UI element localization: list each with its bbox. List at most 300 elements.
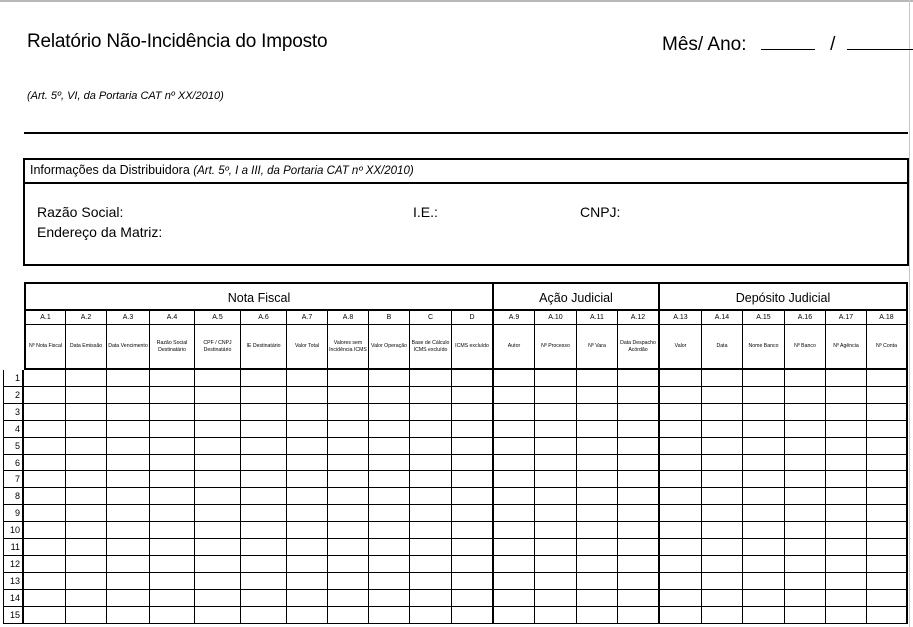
table-cell xyxy=(577,539,618,556)
column-label: Razão Social Destinatário xyxy=(150,325,195,370)
table-cell xyxy=(195,505,241,522)
table-cell xyxy=(410,387,452,404)
column-label: Valor xyxy=(660,325,702,370)
row-number: 15 xyxy=(3,607,24,624)
table-cell xyxy=(577,488,618,505)
table-cell xyxy=(410,488,452,505)
table-cell xyxy=(785,556,826,573)
table-cell xyxy=(24,522,66,539)
table-cell xyxy=(577,421,618,438)
table-cell xyxy=(494,455,535,471)
table-cell xyxy=(241,471,287,488)
table-cell xyxy=(577,556,618,573)
table-cell xyxy=(743,522,785,539)
column-label: IE Destinatário xyxy=(241,325,287,370)
table-cell xyxy=(66,607,107,624)
table-cell xyxy=(618,556,660,573)
table-cell xyxy=(24,488,66,505)
table-cell xyxy=(107,438,150,455)
table-cell xyxy=(410,421,452,438)
table-cell xyxy=(328,387,369,404)
column-code: A.3 xyxy=(107,311,150,325)
row-number: 4 xyxy=(3,421,24,438)
table-cell xyxy=(241,387,287,404)
table-cell xyxy=(785,522,826,539)
table-cell xyxy=(66,404,107,421)
table-cell xyxy=(410,590,452,607)
table-cell xyxy=(195,387,241,404)
row-number: 13 xyxy=(3,573,24,590)
table-cell xyxy=(195,455,241,471)
column-code: A.12 xyxy=(618,311,660,325)
row-number: 10 xyxy=(3,522,24,539)
table-cell xyxy=(826,505,867,522)
table-cell xyxy=(241,505,287,522)
table-cell xyxy=(150,488,195,505)
table-cell xyxy=(826,573,867,590)
table-cell xyxy=(410,471,452,488)
table-cell xyxy=(452,505,494,522)
table-cell xyxy=(107,590,150,607)
table-cell xyxy=(24,607,66,624)
table-cell xyxy=(107,505,150,522)
table-cell xyxy=(867,607,908,624)
table-cell xyxy=(535,573,577,590)
table-cell xyxy=(702,455,743,471)
table-cell xyxy=(150,421,195,438)
table-cell xyxy=(826,471,867,488)
table-cell xyxy=(535,471,577,488)
table-cell xyxy=(743,590,785,607)
column-label: Data Despacho Acórdão xyxy=(618,325,660,370)
table-cell xyxy=(785,455,826,471)
table-cell xyxy=(452,556,494,573)
table-cell xyxy=(452,438,494,455)
table-cell xyxy=(535,556,577,573)
distribuidora-note: (Art. 5º, I a III, da Portaria CAT nº XX/2010) xyxy=(193,165,414,177)
table-cell xyxy=(24,539,66,556)
group-header-3: Depósito Judicial xyxy=(660,282,908,311)
table-cell xyxy=(785,370,826,387)
table-cell xyxy=(494,488,535,505)
table-cell xyxy=(785,438,826,455)
table-cell xyxy=(410,455,452,471)
table-cell xyxy=(369,573,410,590)
table-cell xyxy=(660,505,702,522)
table-cell xyxy=(24,438,66,455)
table-cell xyxy=(826,522,867,539)
distribuidora-title: Informações da Distribuidora xyxy=(30,163,190,177)
table-cell xyxy=(328,404,369,421)
table-cell xyxy=(107,573,150,590)
table-cell xyxy=(660,404,702,421)
table-cell xyxy=(660,370,702,387)
table-cell xyxy=(410,404,452,421)
column-code: A.5 xyxy=(195,311,241,325)
razao-social-label: Razão Social: xyxy=(37,204,124,220)
table-cell xyxy=(410,505,452,522)
table-cell xyxy=(328,455,369,471)
table-cell xyxy=(66,573,107,590)
table-cell xyxy=(107,370,150,387)
table-cell xyxy=(743,573,785,590)
table-cell xyxy=(328,505,369,522)
column-code: A.13 xyxy=(660,311,702,325)
column-label: Nome Banco xyxy=(743,325,785,370)
column-label: Data Vencimento xyxy=(107,325,150,370)
table-cell xyxy=(743,488,785,505)
column-label: Valor Total xyxy=(287,325,328,370)
table-cell xyxy=(577,505,618,522)
table-cell xyxy=(494,539,535,556)
column-code: A.9 xyxy=(494,311,535,325)
table-cell xyxy=(328,573,369,590)
cnpj-label: CNPJ: xyxy=(580,204,621,220)
table-cell xyxy=(660,471,702,488)
column-label: Nº Conta xyxy=(867,325,908,370)
column-code: B xyxy=(369,311,410,325)
row-number: 2 xyxy=(3,387,24,404)
table-cell xyxy=(369,607,410,624)
table-cell xyxy=(785,471,826,488)
table-cell xyxy=(494,387,535,404)
table-cell xyxy=(826,387,867,404)
table-cell xyxy=(660,590,702,607)
table-cell xyxy=(107,607,150,624)
column-label: Data Emissão xyxy=(66,325,107,370)
column-code: A.7 xyxy=(287,311,328,325)
table-cell xyxy=(287,607,328,624)
table-cell xyxy=(195,370,241,387)
table-cell xyxy=(618,438,660,455)
table-cell xyxy=(24,455,66,471)
table-cell xyxy=(410,522,452,539)
table-cell xyxy=(660,488,702,505)
table-cell xyxy=(577,522,618,539)
table-cell xyxy=(369,471,410,488)
table-cell xyxy=(195,471,241,488)
table-cell xyxy=(241,522,287,539)
table-cell xyxy=(577,438,618,455)
table-cell xyxy=(785,404,826,421)
table-cell xyxy=(150,505,195,522)
table-cell xyxy=(452,522,494,539)
table-cell xyxy=(535,488,577,505)
table-cell xyxy=(702,573,743,590)
table-cell xyxy=(66,590,107,607)
table-cell xyxy=(618,370,660,387)
table-cell xyxy=(867,539,908,556)
table-cell xyxy=(369,505,410,522)
table-cell xyxy=(287,556,328,573)
table-cell xyxy=(577,573,618,590)
table-cell xyxy=(535,607,577,624)
column-label: Autor xyxy=(494,325,535,370)
table-cell xyxy=(24,590,66,607)
table-cell xyxy=(867,455,908,471)
column-label: Data xyxy=(702,325,743,370)
table-cell xyxy=(287,455,328,471)
table-cell xyxy=(577,607,618,624)
table-cell xyxy=(535,505,577,522)
row-number: 9 xyxy=(3,505,24,522)
table-cell xyxy=(107,539,150,556)
table-cell xyxy=(369,387,410,404)
table-cell xyxy=(24,404,66,421)
table-cell xyxy=(702,438,743,455)
table-cell xyxy=(195,522,241,539)
column-label: Base de Cálculo ICMS excluído xyxy=(410,325,452,370)
table-cell xyxy=(535,522,577,539)
table-cell xyxy=(287,387,328,404)
table-cell xyxy=(867,488,908,505)
table-cell xyxy=(24,573,66,590)
row-number: 6 xyxy=(3,455,24,471)
column-label: ICMS excluído xyxy=(452,325,494,370)
table-cell xyxy=(535,539,577,556)
table-cell xyxy=(287,438,328,455)
column-code: A.6 xyxy=(241,311,287,325)
table-cell xyxy=(702,421,743,438)
column-code: A.4 xyxy=(150,311,195,325)
column-code: A.1 xyxy=(24,311,66,325)
table-cell xyxy=(660,421,702,438)
table-cell xyxy=(369,556,410,573)
table-cell xyxy=(702,404,743,421)
table-cell xyxy=(241,590,287,607)
row-number: 12 xyxy=(3,556,24,573)
table-cell xyxy=(369,455,410,471)
table-cell xyxy=(494,522,535,539)
table-cell xyxy=(195,590,241,607)
column-label: Valores sem Incidência ICMS xyxy=(328,325,369,370)
table-cell xyxy=(195,421,241,438)
date-separator: / xyxy=(830,34,836,55)
table-cell xyxy=(287,522,328,539)
table-cell xyxy=(107,421,150,438)
table-cell xyxy=(150,539,195,556)
table-cell xyxy=(452,590,494,607)
table-cell xyxy=(826,370,867,387)
table-cell xyxy=(494,573,535,590)
table-cell xyxy=(24,505,66,522)
column-label: Nº Agência xyxy=(826,325,867,370)
table-cell xyxy=(328,607,369,624)
table-cell xyxy=(369,370,410,387)
column-label: Valor Operação xyxy=(369,325,410,370)
column-code: A.8 xyxy=(328,311,369,325)
table-cell xyxy=(535,421,577,438)
table-cell xyxy=(618,539,660,556)
table-cell xyxy=(618,421,660,438)
table-cell xyxy=(241,438,287,455)
table-cell xyxy=(618,455,660,471)
table-cell xyxy=(660,607,702,624)
table-cell xyxy=(535,370,577,387)
table-cell xyxy=(618,471,660,488)
table-cell xyxy=(743,455,785,471)
table-cell xyxy=(195,438,241,455)
table-cell xyxy=(241,421,287,438)
column-code: A.14 xyxy=(702,311,743,325)
table-cell xyxy=(452,421,494,438)
table-cell xyxy=(328,590,369,607)
table-cell xyxy=(702,607,743,624)
table-cell xyxy=(369,539,410,556)
table-cell xyxy=(577,404,618,421)
column-label: Nº Banco xyxy=(785,325,826,370)
table-cell xyxy=(328,488,369,505)
table-cell xyxy=(494,607,535,624)
table-cell xyxy=(66,387,107,404)
table-cell xyxy=(241,455,287,471)
table-cell xyxy=(195,404,241,421)
table-cell xyxy=(24,471,66,488)
table-cell xyxy=(577,455,618,471)
table-cell xyxy=(195,573,241,590)
table-cell xyxy=(241,607,287,624)
table-cell xyxy=(535,590,577,607)
table-cell xyxy=(785,387,826,404)
column-label: CPF / CNPJ Destinatário xyxy=(195,325,241,370)
table-cell xyxy=(150,607,195,624)
table-cell xyxy=(410,573,452,590)
table-cell xyxy=(743,421,785,438)
table-cell xyxy=(66,522,107,539)
table-cell xyxy=(577,370,618,387)
table-cell xyxy=(107,455,150,471)
report-subtitle: (Art. 5º, VI, da Portaria CAT nº XX/2010) xyxy=(27,90,224,102)
table-cell xyxy=(452,404,494,421)
table-cell xyxy=(494,556,535,573)
table-cell xyxy=(287,488,328,505)
month-year-label: Mês/ Ano: xyxy=(662,34,747,55)
table-cell xyxy=(66,471,107,488)
table-cell xyxy=(826,590,867,607)
table-cell xyxy=(410,539,452,556)
table-cell xyxy=(867,421,908,438)
table-cell xyxy=(241,370,287,387)
table-cell xyxy=(410,438,452,455)
table-cell xyxy=(494,505,535,522)
table-cell xyxy=(785,573,826,590)
table-cell xyxy=(66,370,107,387)
table-cell xyxy=(702,488,743,505)
table-cell xyxy=(241,573,287,590)
table-cell xyxy=(660,455,702,471)
table-cell xyxy=(195,539,241,556)
table-cell xyxy=(743,438,785,455)
column-code: C xyxy=(410,311,452,325)
table-cell xyxy=(410,370,452,387)
table-cell xyxy=(826,455,867,471)
table-cell xyxy=(826,539,867,556)
table-cell xyxy=(785,590,826,607)
table-cell xyxy=(66,539,107,556)
table-cell xyxy=(618,522,660,539)
table-cell xyxy=(577,471,618,488)
table-cell xyxy=(743,387,785,404)
table-cell xyxy=(452,539,494,556)
table-cell xyxy=(150,573,195,590)
table-cell xyxy=(410,607,452,624)
table-cell xyxy=(577,590,618,607)
row-number: 14 xyxy=(3,590,24,607)
table-cell xyxy=(150,387,195,404)
table-cell xyxy=(785,505,826,522)
table-cell xyxy=(660,539,702,556)
table-cell xyxy=(743,539,785,556)
table-cell xyxy=(494,590,535,607)
table-cell xyxy=(107,471,150,488)
table-cell xyxy=(743,505,785,522)
row-number: 7 xyxy=(3,471,24,488)
group-header-2: Ação Judicial xyxy=(494,282,660,311)
table-cell xyxy=(66,421,107,438)
table-cell xyxy=(826,607,867,624)
table-cell xyxy=(195,607,241,624)
table-cell xyxy=(535,387,577,404)
row-number: 11 xyxy=(3,539,24,556)
table-cell xyxy=(452,488,494,505)
column-code: D xyxy=(452,311,494,325)
table-cell xyxy=(66,556,107,573)
table-cell xyxy=(618,488,660,505)
column-label: Nº Processo xyxy=(535,325,577,370)
column-code: A.17 xyxy=(826,311,867,325)
table-cell xyxy=(867,522,908,539)
column-code: A.10 xyxy=(535,311,577,325)
table-cell xyxy=(66,438,107,455)
table-cell xyxy=(785,421,826,438)
table-cell xyxy=(66,488,107,505)
table-cell xyxy=(150,471,195,488)
table-cell xyxy=(826,421,867,438)
table-cell xyxy=(328,421,369,438)
table-cell xyxy=(24,421,66,438)
column-code: A.15 xyxy=(743,311,785,325)
row-number: 8 xyxy=(3,488,24,505)
table-cell xyxy=(618,404,660,421)
table-cell xyxy=(535,455,577,471)
table-cell xyxy=(702,471,743,488)
table-cell xyxy=(867,590,908,607)
column-label: Nº Vara xyxy=(577,325,618,370)
table-cell xyxy=(150,438,195,455)
table-cell xyxy=(66,455,107,471)
table-cell xyxy=(618,573,660,590)
table-cell xyxy=(494,471,535,488)
table-cell xyxy=(150,590,195,607)
table-cell xyxy=(241,539,287,556)
table-cell xyxy=(494,421,535,438)
row-number: 3 xyxy=(3,404,24,421)
table-cell xyxy=(241,404,287,421)
table-cell xyxy=(452,455,494,471)
table-cell xyxy=(66,505,107,522)
table-cell xyxy=(785,539,826,556)
table-cell xyxy=(867,505,908,522)
table-cell xyxy=(369,421,410,438)
table-cell xyxy=(452,471,494,488)
table-cell xyxy=(702,556,743,573)
table-cell xyxy=(241,556,287,573)
table-cell xyxy=(24,556,66,573)
table-cell xyxy=(107,404,150,421)
table-cell xyxy=(107,387,150,404)
table-cell xyxy=(452,607,494,624)
table-cell xyxy=(24,370,66,387)
